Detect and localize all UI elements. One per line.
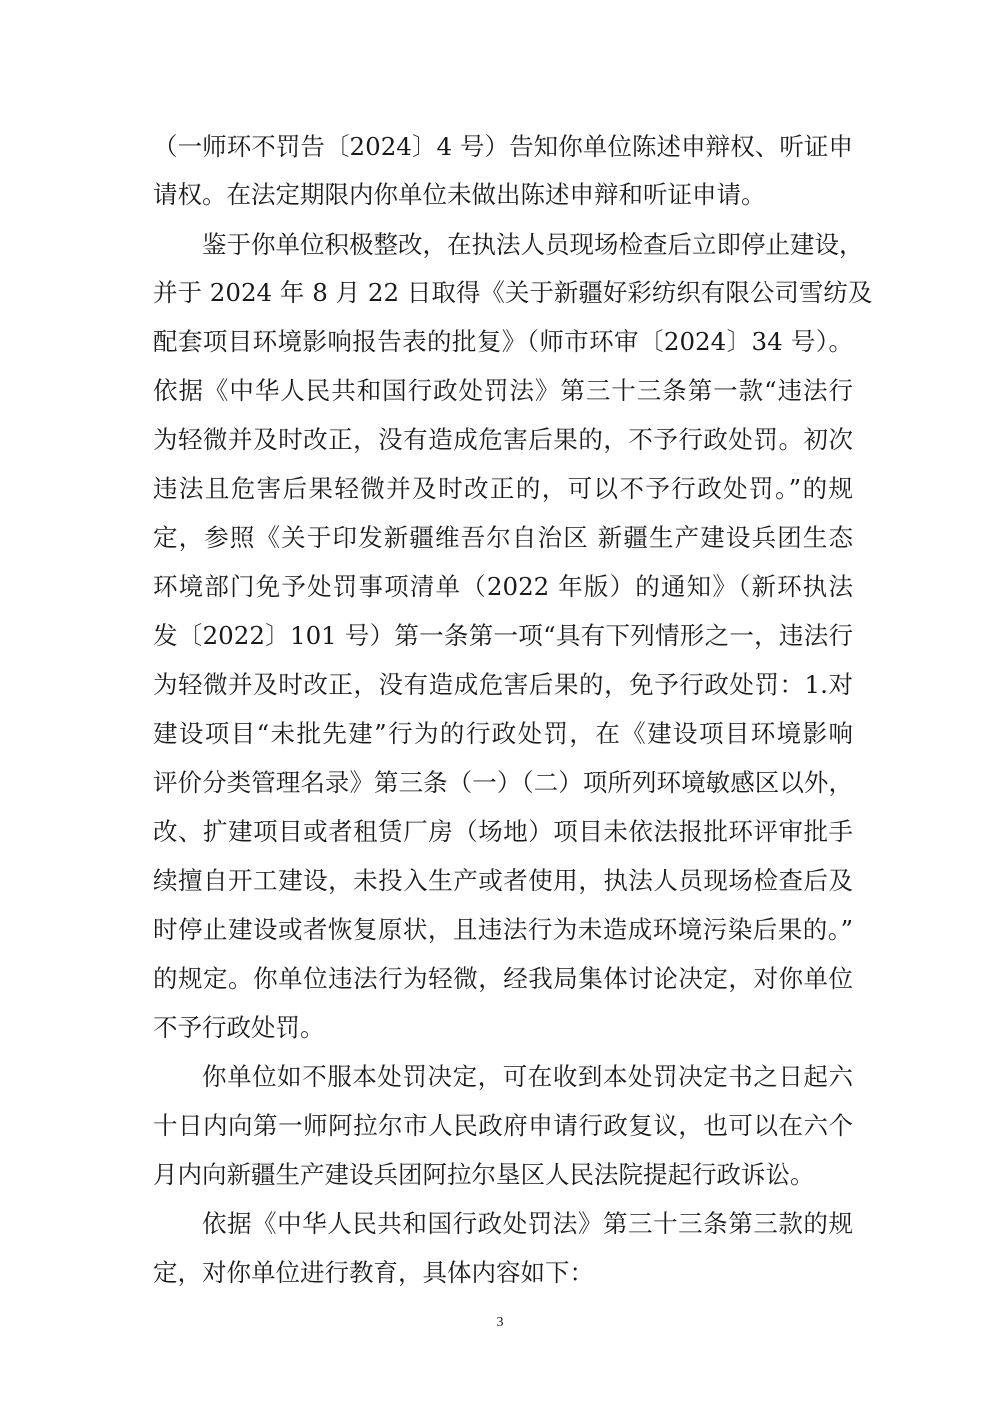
text-line-7: 为轻微并及时改正，没有造成危害后果的，不予行政处罚。初次: [153, 425, 853, 454]
text-line-21: 十日内向第一师阿拉尔市人民政府申请行政复议，也可以在六个: [153, 1111, 853, 1140]
text-line-12: 为轻微并及时改正，没有造成危害后果的，免予行政处罚：1.对: [153, 670, 853, 699]
text-line-18: 的规定。你单位违法行为轻微，经我局集体讨论决定，对你单位: [153, 964, 853, 993]
text-line-17: 时停止建设或者恢复原状，且违法行为未造成环境污染后果的。”: [153, 915, 853, 944]
text-line-20: 你单位如不服本处罚决定，可在收到本处罚决定书之日起六: [202, 1062, 853, 1091]
text-line-22: 月内向新疆生产建设兵团阿拉尔垦区人民法院提起行政诉讼。: [153, 1160, 815, 1189]
text-line-14: 评价分类管理名录》第三条（一）（二）项所列环境敏感区以外，: [153, 768, 853, 797]
text-line-6: 依据《中华人民共和国行政处罚法》第三十三条第一款“违法行: [153, 376, 853, 405]
text-line-1: （一师环不罚告〔2024〕4 号）告知你单位陈述申辩权、听证申: [153, 132, 853, 161]
text-line-23: 依据《中华人民共和国行政处罚法》第三十三条第三款的规: [202, 1209, 853, 1238]
text-line-4: 并于 2024 年 8 月 22 日取得《关于新疆好彩纺织有限公司雪纺及: [153, 278, 873, 307]
text-line-15: 改、扩建项目或者租赁厂房（场地）项目未依法报批环评审批手: [153, 817, 853, 846]
text-line-9: 定，参照《关于印发新疆维吾尔自治区 新疆生产建设兵团生态: [153, 523, 853, 552]
text-line-2: 请权。在法定期限内你单位未做出陈述申辩和听证申请。: [153, 180, 766, 209]
text-line-19: 不予行政处罚。: [153, 1013, 325, 1042]
text-line-13: 建设项目“未批先建”行为的行政处罚，在《建设项目环境影响: [153, 719, 853, 748]
text-line-16: 续擅自开工建设，未投入生产或者使用，执法人员现场检查后及: [153, 866, 853, 895]
text-line-8: 违法且危害后果轻微并及时改正的，可以不予行政处罚。”的规: [153, 474, 853, 503]
text-line-10: 环境部门免予处罚事项清单（2022 年版）的通知》（新环执法: [153, 572, 853, 601]
text-line-3: 鉴于你单位积极整改，在执法人员现场检查后立即停止建设，: [202, 230, 864, 259]
text-line-5: 配套项目环境影响报告表的批复》（师市环审〔2024〕34 号）。: [153, 327, 853, 356]
text-line-11: 发〔2022〕101 号）第一条第一项“具有下列情形之一，违法行: [153, 621, 853, 650]
text-line-24: 定，对你单位进行教育，具体内容如下：: [153, 1258, 594, 1287]
page-number: 3: [496, 1315, 504, 1330]
